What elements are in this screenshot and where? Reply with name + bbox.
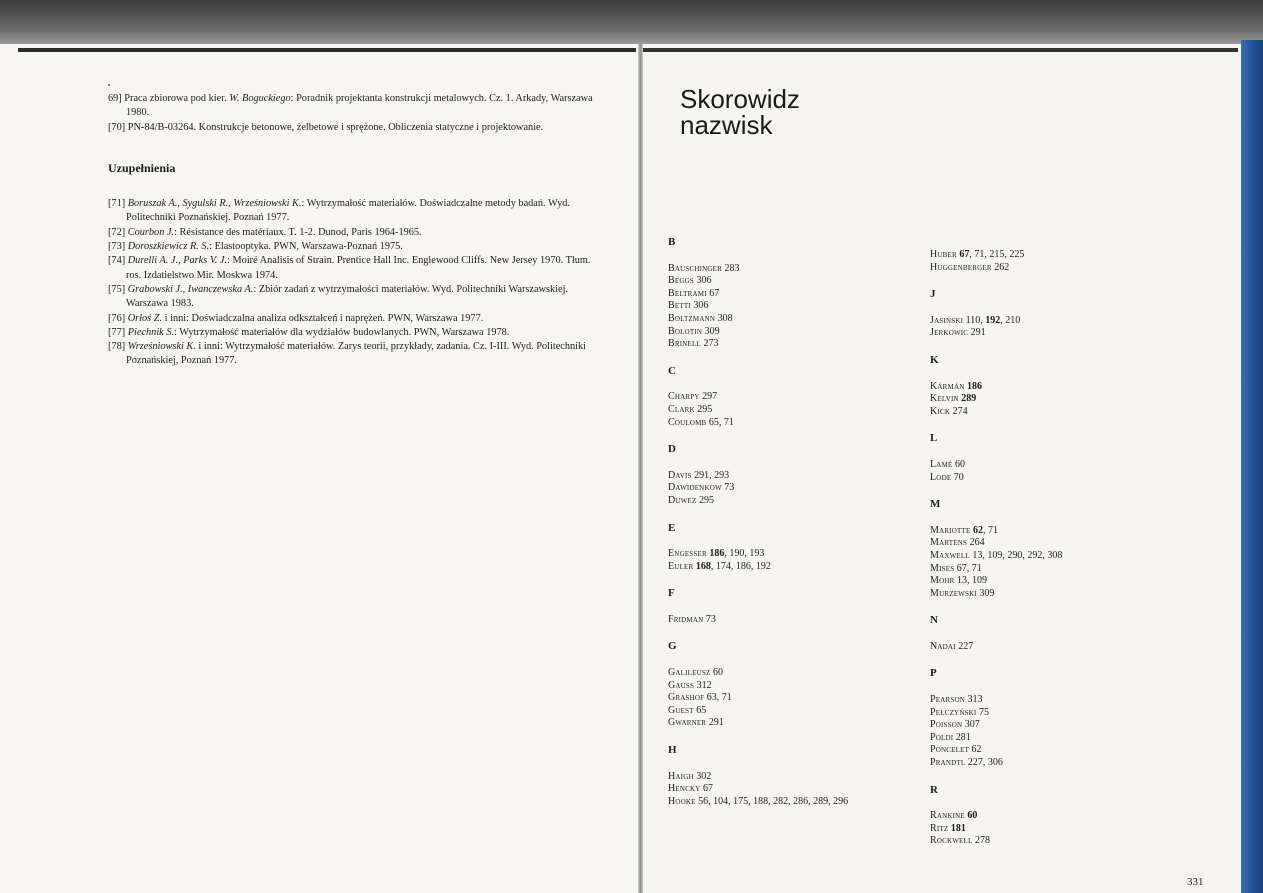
index-entry: Mariotte 62, 71: [930, 524, 998, 536]
index-entry: Betti 306: [668, 300, 709, 312]
index-entry: Gwarner 291: [668, 717, 724, 729]
index-entry: Charpy 297: [668, 391, 718, 403]
index-entry: Kelvin 289: [930, 393, 977, 405]
index-letter: J: [930, 288, 936, 301]
page-number: 331: [1187, 876, 1204, 888]
index-entry: Martens 264: [930, 537, 985, 549]
reference-item: [77] Piechnik S.: Wytrzymałość materiałów dla wydziałów budowlanych. PWN, Warszawa 1978.: [108, 326, 510, 338]
reference-item: [71] Boruszak A., Sygulski R., Wrześniowski K.: Wytrzymałość materiałów. Doświadczalne metody badań. Wyd. Politechniki Poznańskiej. Poznań 1977.: [108, 198, 570, 224]
index-letter: N: [930, 614, 938, 627]
index-entry: Haigh 302: [668, 770, 712, 782]
index-letter-group: [930, 288, 1170, 340]
index-entry: Grashof 63, 71: [668, 692, 732, 704]
index-entry: Dawidenkow 73: [668, 482, 735, 494]
index-letter-group: [668, 443, 918, 507]
index-entry: Galileusz 60: [668, 667, 723, 679]
index-entry: Beltrami 67: [668, 287, 720, 299]
index-entry: Euler 168, 174, 186, 192: [668, 560, 771, 572]
index-entry: Poncelet 62: [930, 744, 982, 756]
section-heading: Uzupełnienia: [108, 160, 176, 175]
reference-item: [74] Durelli A. J., Parks V. J.: Moiré Analisis of Strain. Prentice Hall Inc. Englewood Cliffs. New Jersey 1970. Tłum. ros. Izdatielstwo Mir. Moskwa 1974.: [108, 255, 591, 281]
index-letter-group: [930, 784, 1170, 848]
index-entry: Prandtl 227, 306: [930, 757, 1003, 769]
index-entry: Jerkowic 291: [930, 327, 986, 339]
index-entry: Poldi 281: [930, 731, 971, 743]
index-entry: Coulomb 65, 71: [668, 416, 734, 428]
supplement-list: [108, 197, 608, 369]
index-entry: Pełczyński 75: [930, 706, 989, 718]
index-letter-group: [668, 587, 918, 626]
index-column-1: [668, 236, 918, 822]
index-letter: R: [930, 783, 938, 796]
index-entry: Huber 67, 71, 215, 225: [930, 249, 1025, 260]
index-entry: Pearson 313: [930, 694, 983, 706]
book-cover-edge: [1241, 40, 1263, 893]
index-entry: Ritz 181: [930, 822, 966, 834]
reference-item: [73] Doroszkiewicz R. S.: Elastooptyka. PWN, Warszawa-Poznań 1975.: [108, 241, 403, 253]
bibliography: [108, 52, 608, 369]
index-letter-group: [668, 365, 918, 429]
reference-item: [78] Wrześniowski K. i inni: Wytrzymałość materiałów. Zarys teorii, przykłady, zadania. Cz. I-III. Wyd. Politechniki Poznańskiej, Poznań 1977.: [108, 341, 587, 367]
index-entry: Bolotin 309: [668, 325, 720, 337]
index-entry: Nadai 227: [930, 640, 974, 652]
reference-item: [72] Courbon J.: Résistance des matériaux. T. 1-2. Dunod, Paris 1964-1965.: [108, 226, 422, 238]
index-entry: Jasiński 110, 192, 210: [930, 314, 1021, 326]
index-entry: Huggenberger 262: [930, 261, 1010, 273]
index-entry: Engesser 186, 190, 193: [668, 548, 765, 560]
index-letter: K: [930, 353, 939, 366]
scan-top-shadow: [0, 0, 1263, 44]
index-entry: Beggs 306: [668, 275, 712, 287]
index-entry: Mises 67, 71: [930, 562, 982, 574]
index-entry: Poisson 307: [930, 719, 980, 731]
index-entry: Lamé 60: [930, 458, 965, 470]
index-entry: Maxwell 13, 109, 290, 292, 308: [930, 549, 1063, 561]
index-entry: Gauss 312: [668, 679, 712, 691]
index-entry: Hencky 67: [668, 783, 714, 795]
index-letter-group: [930, 432, 1170, 484]
index-letter-group: [930, 498, 1170, 600]
index-entry: Mohr 13, 109: [930, 575, 987, 587]
index-entry: Davis 291, 293: [668, 469, 730, 481]
index-letter: G: [668, 640, 677, 653]
index-letter-group: [668, 744, 918, 808]
index-entry: Kick 274: [930, 405, 968, 417]
index-entry: Hooke 56, 104, 175, 188, 282, 286, 289, 296: [668, 795, 849, 807]
index-entry: Murzewski 309: [930, 587, 995, 599]
index-entry: Rankine 60: [930, 810, 978, 822]
index-letter: F: [668, 587, 675, 600]
reference-69: 69] Praca zbiorowa pod kier. W. Boguckiego: Poradnik projektanta konstrukcji metalowych. Cz. 1. Arkady, Warszawa 1980.: [108, 93, 593, 119]
index-entry: Bauschinger 283: [668, 262, 740, 274]
index-letter-group: [930, 614, 1170, 653]
index-title: Skorowidz nazwisk: [680, 84, 800, 140]
index-entry: Duwez 295: [668, 494, 714, 506]
reference-70: [70] PN-84/B-03264. Konstrukcje betonowe, żelbetowe i sprężone. Obliczenia statyczne i projektowanie.: [108, 121, 544, 133]
index-entry: Clark 295: [668, 403, 713, 415]
index-entry: Fridman 73: [668, 613, 716, 625]
book-gutter: [638, 44, 643, 893]
index-letter: M: [930, 498, 941, 511]
index-letter-group: [668, 236, 918, 351]
index-column-2: [930, 249, 1170, 862]
index-entry: Rockwell 278: [930, 835, 990, 847]
reference-item: [76] Orłoś Z. i inni: Doświadczalna analiza odkształceń i naprężeń. PWN, Warszawa 1977.: [108, 312, 484, 324]
index-letter: B: [668, 236, 676, 248]
index-entry: Brinell 273: [668, 338, 719, 350]
index-letter-group: [668, 522, 918, 574]
index-letter: P: [930, 667, 937, 680]
index-entry: Guest 65: [668, 704, 707, 716]
index-entry: Boltzmann 308: [668, 312, 733, 324]
index-letter: H: [668, 744, 677, 757]
index-letter: L: [930, 432, 938, 445]
index-letter: D: [668, 443, 676, 456]
index-letter-group: [930, 354, 1170, 418]
index-letter: C: [668, 364, 676, 377]
index-letter: E: [668, 521, 676, 534]
reference-item: [75] Grabowski J., Iwanczewska A.: Zbiór zadań z wytrzymałości materiałów. Wyd. Politechniki Warszawskiej. Warszawa 1983.: [108, 283, 569, 310]
index-letter-group: [930, 667, 1170, 769]
index-letter-group: [668, 640, 918, 730]
index-letter-group: [930, 249, 1170, 274]
index-entry: Kármán 186: [930, 380, 982, 392]
index-entry: Lode 70: [930, 471, 964, 483]
